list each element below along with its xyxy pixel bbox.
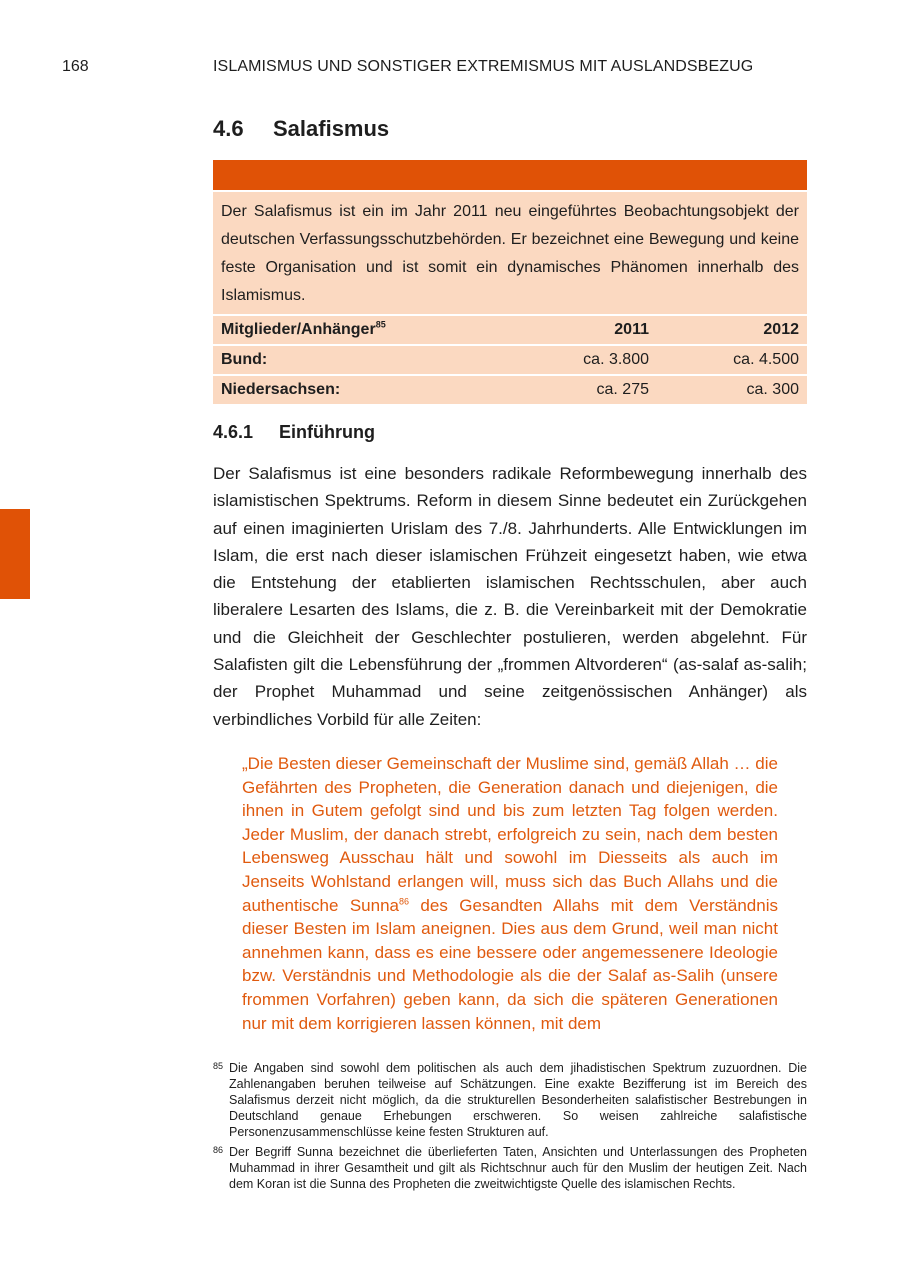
footnote-number: 85	[213, 1061, 224, 1071]
quote-text-part1: „Die Besten dieser Gemeinschaft der Muslime sind, gemäß Allah … die Gefährten des Propheten, die Generation danach und diejenigen, die ihnen in Gutem gefolgt sind und bis zum letzten Tag folgen werden. Jeder Muslim, der danach strebt, erfolgreich zu sein, nach dem besten Lebensweg Ausschau hält und sowohl im Diesseits als auch im Jenseits Wohlstand erlangen will, muss sich das Buch Allahs und die authentische Sunna	[242, 754, 778, 915]
footnote-number: 86	[213, 1145, 224, 1155]
footnote-text: Die Angaben sind sowohl dem politischen als auch dem jihadistischen Spektrum zuzuordnen. Die Zahlenangaben beruhen teilweise auf Schätzungen. Eine exakte Bezifferung ist im Bereich des Salafismus derzeit nicht möglich, da die strukturellen Besonderheiten salafistischer Bestrebungen in Deutschland genaue Erhebungen erschweren. So weisen zahlreiche salafistische Personenzusammenschlüsse keine festen Strukturen auf.	[229, 1061, 807, 1139]
row-value-2011: ca. 275	[596, 381, 649, 398]
row-label: Bund:	[221, 351, 268, 368]
subsection-title: Einführung	[279, 422, 375, 442]
section-number: 4.6	[213, 116, 244, 141]
row-label: Niedersachsen:	[221, 381, 341, 398]
row-value-2012: ca. 4.500	[733, 351, 799, 368]
row-value-2012: ca. 300	[746, 381, 799, 398]
footnotes	[213, 1060, 807, 1196]
year-2011-header: 2011	[614, 321, 649, 338]
row-value-2011: ca. 3.800	[583, 351, 649, 368]
footnote	[213, 1060, 807, 1140]
footnote-ref-86[interactable]: 86	[398, 895, 409, 906]
footnote-text: Der Begriff Sunna bezeichnet die überlieferten Taten, Ansichten und Unterlassungen des Propheten Muhammad in ihrer Gesamtheit und gilt als Richtschnur auch für den Muslim der heutigen Zeit. Nach dem Koran ist die Sunna des Propheten die zweitwichtigste Quelle des islamischen Rechts.	[229, 1145, 807, 1191]
year-2012-header: 2012	[763, 321, 799, 338]
quote-block	[242, 752, 778, 1035]
info-box-description: Der Salafismus ist ein im Jahr 2011 neu eingeführtes Beobachtungsobjekt der deutschen Verfassungsschutzbehörden. Er bezeichnet eine Bewegung und keine feste Organisation und ist somit ein dynamisches Phänomen innerhalb des Islamismus.	[213, 192, 807, 314]
table-row	[213, 376, 807, 404]
info-box	[213, 160, 807, 404]
table-row	[213, 346, 807, 374]
subsection-number: 4.6.1	[213, 422, 254, 442]
subsection-heading	[213, 422, 375, 443]
page-number: 168	[62, 58, 89, 75]
membership-label: Mitglieder/Anhänger$^{85}$	[221, 319, 386, 338]
section-heading	[213, 116, 389, 142]
info-box-header-bar	[213, 160, 807, 190]
body-paragraph: Der Salafismus ist eine besonders radikale Reformbewegung innerhalb des islamistischen Spektrums. Reform in diesem Sinne bedeutet ein Zurückgehen auf einen imaginierten Urislam des 7./8. Jahrhunderts. Alle Entwicklungen im Islam, die erst nach dieser islamischen Frühzeit eingesetzt haben, wie etwa die Entstehung der etablierten islamischen Rechtsschulen, aber auch liberalere Lesarten des Islams, die z. B. die Vereinbarkeit mit der Demokratie und die Gleichheit der Geschlechter postulieren, werden abgelehnt. Für Salafisten gilt die Lebensführung der „frommen Altvorderen“ (as-salaf as-salih; der Prophet Muhammad und seine zeitgenössischen Anhänger) als verbindliches Vorbild für alle Zeiten:	[213, 464, 807, 729]
footnote	[213, 1144, 807, 1192]
chapter-side-tab	[0, 509, 30, 599]
running-header: ISLAMISMUS UND SONSTIGER EXTREMISMUS MIT AUSLANDSBEZUG	[213, 58, 754, 75]
section-title: Salafismus	[273, 116, 390, 141]
quote-text-part2: des Gesandten Allahs mit dem Verständnis dieser Besten im Islam aneignen. Dies aus dem Grund, weil man nicht annehmen kann, dass es eine bessere oder angemessenere Ideologie bzw. Verständnis und Methodologie als die der Salaf as-Salih (unsere frommen Vorfahren) geben kann, da sich die späteren Generationen nur mit dem korrigieren lassen können, mit dem	[242, 895, 778, 1033]
membership-table-header	[213, 316, 807, 344]
footnote-ref-85[interactable]: 85	[375, 319, 386, 330]
